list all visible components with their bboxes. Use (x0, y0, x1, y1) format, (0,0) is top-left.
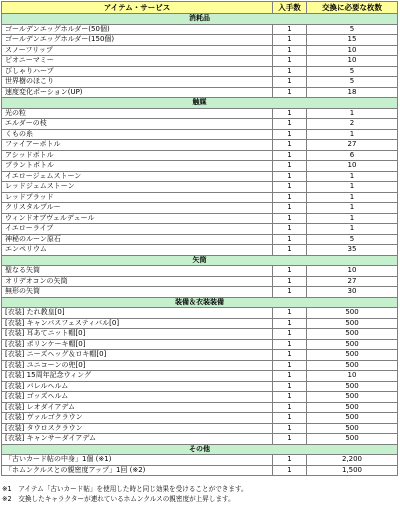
category-title: その他 (2, 444, 398, 455)
table-row (2, 350, 398, 361)
item-count: 1 (273, 371, 307, 382)
item-count: 1 (273, 108, 307, 119)
item-name: [衣装] ニーズヘッグ＆ロキ帽[0] (2, 350, 273, 361)
category-row (2, 98, 398, 109)
footnote-1: ※1 アイテム「古いカード帖」を使用した時と同じ効果を受けることができます。 (2, 485, 248, 493)
item-name: エンペリウム (2, 245, 273, 256)
item-count: 1 (273, 171, 307, 182)
category-title: 消耗品 (2, 14, 398, 25)
item-cost: 500 (307, 392, 398, 403)
item-cost: 5 (307, 234, 398, 245)
item-name: クリスタルブルー (2, 203, 273, 214)
header-item: アイテム・サービス (2, 2, 273, 14)
item-count: 1 (273, 423, 307, 434)
table-row (2, 108, 398, 119)
category-title: 装備＆衣装装備 (2, 297, 398, 308)
item-count: 1 (273, 465, 307, 476)
item-name: [衣装] キャンサーダイアデム (2, 434, 273, 445)
category-row (2, 297, 398, 308)
item-name: ウィンドオブヴェルデュール (2, 213, 273, 224)
item-cost: 2,200 (307, 455, 398, 466)
item-cost: 500 (307, 434, 398, 445)
item-count: 1 (273, 140, 307, 151)
item-count: 1 (273, 87, 307, 98)
item-count: 1 (273, 245, 307, 256)
table-row (2, 35, 398, 46)
item-name: 光の粒 (2, 108, 273, 119)
item-name: イエロージェムストーン (2, 171, 273, 182)
item-count: 1 (273, 266, 307, 277)
item-name: エルダーの枝 (2, 119, 273, 130)
item-cost: 500 (307, 413, 398, 424)
item-count: 1 (273, 129, 307, 140)
item-count: 1 (273, 276, 307, 287)
item-count: 1 (273, 360, 307, 371)
table-row (2, 66, 398, 77)
item-name: 「ホムンクルスとの親密度アップ」1回 (※2) (2, 465, 273, 476)
table-row (2, 77, 398, 88)
item-count: 1 (273, 434, 307, 445)
table-row (2, 182, 398, 193)
item-name: ファイアーボトル (2, 140, 273, 151)
item-cost: 10 (307, 45, 398, 56)
item-name: アシッドボトル (2, 150, 273, 161)
item-name: レッドブラッド (2, 192, 273, 203)
item-cost: 500 (307, 329, 398, 340)
item-name: [衣装] タウロスクラウン (2, 423, 273, 434)
item-cost: 1 (307, 108, 398, 119)
item-count: 1 (273, 413, 307, 424)
item-name: 神秘のルーン原石 (2, 234, 273, 245)
table-row (2, 329, 398, 340)
item-cost: 2 (307, 119, 398, 130)
table-row (2, 392, 398, 403)
item-name: 速度変化ポーション(UP) (2, 87, 273, 98)
table-row (2, 360, 398, 371)
item-name: ゴールデンエッグホルダー(50個) (2, 24, 273, 35)
item-cost: 1,500 (307, 465, 398, 476)
item-count: 1 (273, 234, 307, 245)
item-count: 1 (273, 224, 307, 235)
header-cost: 交換に必要な枚数 (307, 2, 398, 14)
table-row (2, 213, 398, 224)
item-count: 1 (273, 161, 307, 172)
item-cost: 500 (307, 381, 398, 392)
item-count: 1 (273, 77, 307, 88)
item-count: 1 (273, 392, 307, 403)
table-row (2, 266, 398, 277)
table-row (2, 413, 398, 424)
item-cost: 5 (307, 24, 398, 35)
table-row (2, 371, 398, 382)
item-count: 1 (273, 308, 307, 319)
item-cost: 1 (307, 129, 398, 140)
item-name: ピオニーマミー (2, 56, 273, 67)
table-body (2, 14, 398, 476)
item-name: レッドジェムストーン (2, 182, 273, 193)
item-cost: 500 (307, 308, 398, 319)
item-cost: 30 (307, 287, 398, 298)
item-name: [衣装] ヴァルゴクラウン (2, 413, 273, 424)
table-row (2, 434, 398, 445)
item-name: [衣装] たれ教皇[0] (2, 308, 273, 319)
item-name: オリデオコンの矢筒 (2, 276, 273, 287)
item-name: 聖なる矢筒 (2, 266, 273, 277)
item-count: 1 (273, 150, 307, 161)
table-row (2, 245, 398, 256)
item-cost: 1 (307, 213, 398, 224)
item-count: 1 (273, 203, 307, 214)
table-row (2, 308, 398, 319)
item-name: スノーフリップ (2, 45, 273, 56)
category-title: 触媒 (2, 98, 398, 109)
item-count: 1 (273, 192, 307, 203)
item-name: [衣装] 15周年記念ウィング (2, 371, 273, 382)
item-count: 1 (273, 45, 307, 56)
table-row (2, 150, 398, 161)
item-cost: 27 (307, 276, 398, 287)
item-name: [衣装] 耳あてニット帽[0] (2, 329, 273, 340)
item-cost: 35 (307, 245, 398, 256)
item-cost: 500 (307, 402, 398, 413)
table-row (2, 56, 398, 67)
item-count: 1 (273, 119, 307, 130)
table-row (2, 423, 398, 434)
table-row (2, 234, 398, 245)
item-count: 1 (273, 213, 307, 224)
item-cost: 1 (307, 182, 398, 193)
table-row (2, 129, 398, 140)
table-row (2, 161, 398, 172)
table-row (2, 224, 398, 235)
item-cost: 1 (307, 224, 398, 235)
table-row (2, 119, 398, 130)
item-cost: 5 (307, 77, 398, 88)
footnotes (2, 485, 248, 504)
item-count: 1 (273, 455, 307, 466)
item-cost: 6 (307, 150, 398, 161)
item-cost: 500 (307, 423, 398, 434)
item-name: [衣装] ゴッズヘルム (2, 392, 273, 403)
item-cost: 1 (307, 192, 398, 203)
item-cost: 500 (307, 360, 398, 371)
table-row (2, 402, 398, 413)
item-cost: 27 (307, 140, 398, 151)
item-cost: 500 (307, 318, 398, 329)
item-name: 世界樹のほこり (2, 77, 273, 88)
item-count: 1 (273, 24, 307, 35)
item-cost: 5 (307, 66, 398, 77)
category-title: 矢筒 (2, 255, 398, 266)
table-row (2, 203, 398, 214)
item-cost: 15 (307, 35, 398, 46)
item-cost: 10 (307, 161, 398, 172)
exchange-table (1, 1, 398, 476)
item-name: [衣装] レオダイアデム (2, 402, 273, 413)
item-cost: 18 (307, 87, 398, 98)
item-name: プラントボトル (2, 161, 273, 172)
item-name: [衣装] キャンパスフェスティバル[0] (2, 318, 273, 329)
category-row (2, 14, 398, 25)
table-row (2, 87, 398, 98)
item-name: ゴールデンエッグホルダー(150個) (2, 35, 273, 46)
item-count: 1 (273, 318, 307, 329)
item-cost: 500 (307, 350, 398, 361)
item-count: 1 (273, 339, 307, 350)
item-cost: 500 (307, 339, 398, 350)
item-name: びしゃりハーブ (2, 66, 273, 77)
item-count: 1 (273, 66, 307, 77)
table-row (2, 192, 398, 203)
table-row (2, 455, 398, 466)
item-count: 1 (273, 56, 307, 67)
item-cost: 10 (307, 371, 398, 382)
table-header (2, 2, 398, 14)
item-count: 1 (273, 350, 307, 361)
item-name: イエローライブ (2, 224, 273, 235)
header-count: 入手数 (273, 2, 307, 14)
item-cost: 10 (307, 56, 398, 67)
category-row (2, 255, 398, 266)
item-count: 1 (273, 381, 307, 392)
table-row (2, 465, 398, 476)
item-name: [衣装] ユニコーンの兜[0] (2, 360, 273, 371)
item-name: 無形の矢筒 (2, 287, 273, 298)
table-row (2, 45, 398, 56)
item-name: [衣装] ポリンケーキ帽[0] (2, 339, 273, 350)
header-row (2, 2, 398, 14)
item-name: くもの糸 (2, 129, 273, 140)
table-row (2, 171, 398, 182)
table-row (2, 140, 398, 151)
item-count: 1 (273, 287, 307, 298)
item-cost: 1 (307, 171, 398, 182)
footnote-2: ※2 交換したキャラクターが連れているホムンクルスの親密度が上昇します。 (2, 494, 235, 503)
item-count: 1 (273, 35, 307, 46)
item-cost: 10 (307, 266, 398, 277)
table-row (2, 339, 398, 350)
item-count: 1 (273, 329, 307, 340)
category-row (2, 444, 398, 455)
item-name: 「古いカード帖の中身」1個 (※1) (2, 455, 273, 466)
item-name: [衣装] バレルヘルム (2, 381, 273, 392)
table-row (2, 287, 398, 298)
table-row (2, 24, 398, 35)
item-count: 1 (273, 182, 307, 193)
item-count: 1 (273, 402, 307, 413)
table-row (2, 276, 398, 287)
table-row (2, 318, 398, 329)
table-row (2, 381, 398, 392)
item-cost: 1 (307, 203, 398, 214)
